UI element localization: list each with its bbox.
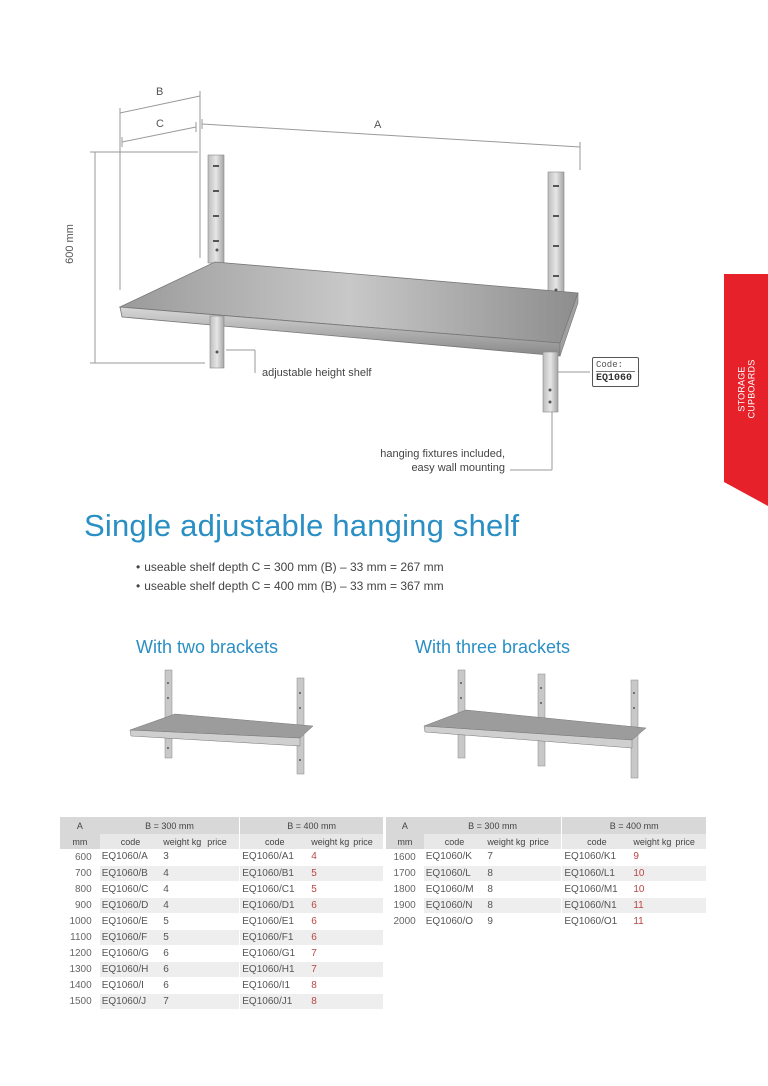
weight-400-cell: 8 (309, 993, 351, 1009)
price-300-cell (205, 881, 240, 897)
table-row (60, 881, 383, 897)
code-300-cell: EQ1060/E (100, 913, 162, 929)
weight-header: weight kg (631, 834, 673, 849)
price-300-cell (527, 913, 562, 929)
weight-300-cell: 4 (161, 881, 205, 897)
two-brackets-shelf-image (125, 668, 320, 778)
code-400-cell: EQ1060/C1 (240, 881, 310, 897)
side-tab-line2: CUPBOARDS (746, 359, 756, 419)
weight-400-cell: 5 (309, 865, 351, 881)
hanging-fixtures-line2: easy wall mounting (411, 462, 505, 474)
price-table-600-1500 (60, 817, 383, 1010)
length-cell: 2000 (386, 913, 424, 929)
adjustable-shelf-callout: adjustable height shelf (262, 367, 372, 379)
table-row (386, 865, 706, 881)
side-tab-line1: STORAGE (736, 366, 746, 412)
weight-400-cell: 6 (309, 929, 351, 945)
weight-400-cell: 8 (309, 977, 351, 993)
a-header: A (386, 817, 424, 834)
a-header: A (60, 817, 100, 834)
hanging-fixtures-line1: hanging fixtures included, (380, 448, 505, 460)
weight-300-cell: 6 (161, 945, 205, 961)
product-code-box (592, 357, 639, 387)
price-400-cell (351, 945, 383, 961)
price-400-cell (351, 897, 383, 913)
price-300-cell (205, 961, 240, 977)
table-row (60, 849, 383, 865)
table-row (60, 945, 383, 961)
b300-header: B = 300 mm (100, 817, 240, 834)
code-header: code (100, 834, 162, 849)
weight-300-cell: 7 (161, 993, 205, 1009)
weight-300-cell: 4 (161, 865, 205, 881)
price-400-cell (351, 865, 383, 881)
weight-400-cell: 10 (631, 881, 673, 897)
table-row (60, 977, 383, 993)
code-400-cell: EQ1060/B1 (240, 865, 310, 881)
length-cell: 1000 (60, 913, 100, 929)
code-400-cell: EQ1060/I1 (240, 977, 310, 993)
code-300-cell: EQ1060/B (100, 865, 162, 881)
weight-400-cell: 5 (309, 881, 351, 897)
price-400-cell (673, 913, 706, 929)
code-300-cell: EQ1060/D (100, 897, 162, 913)
weight-400-cell: 11 (631, 913, 673, 929)
price-table-1600-2000 (386, 817, 706, 930)
shelf-diagram (0, 0, 768, 500)
weight-300-cell: 8 (485, 881, 527, 897)
price-400-cell (673, 865, 706, 881)
price-300-cell (205, 993, 240, 1009)
code-400-cell: EQ1060/N1 (562, 897, 631, 913)
code-300-cell: EQ1060/C (100, 881, 162, 897)
code-label: Code: (596, 360, 635, 372)
b400-header: B = 400 mm (240, 817, 383, 834)
code-400-cell: EQ1060/M1 (562, 881, 631, 897)
depth-notes (136, 558, 444, 596)
weight-400-cell: 7 (309, 961, 351, 977)
length-cell: 600 (60, 849, 100, 865)
code-300-cell: EQ1060/H (100, 961, 162, 977)
code-400-cell: EQ1060/D1 (240, 897, 310, 913)
code-header: code (424, 834, 486, 849)
length-cell: 1400 (60, 977, 100, 993)
price-300-cell (527, 897, 562, 913)
table-row (60, 993, 383, 1009)
weight-300-cell: 5 (161, 913, 205, 929)
depth-note-400: • useable shelf depth C = 400 mm (B) – 33 mm = 367 mm (136, 577, 444, 596)
length-cell: 1800 (386, 881, 424, 897)
price-300-cell (527, 881, 562, 897)
price-400-cell (351, 977, 383, 993)
weight-300-cell: 4 (161, 897, 205, 913)
dimension-a-label: A (374, 119, 382, 131)
price-300-cell (205, 929, 240, 945)
price-400-cell (351, 881, 383, 897)
code-300-cell: EQ1060/O (424, 913, 486, 929)
price-300-cell (527, 849, 562, 865)
table-row (386, 849, 706, 865)
weight-300-cell: 6 (161, 977, 205, 993)
height-label: 600 mm (63, 224, 76, 264)
table-row (60, 897, 383, 913)
depth-note-300: • useable shelf depth C = 300 mm (B) – 33 mm = 267 mm (136, 558, 444, 577)
code-400-cell: EQ1060/E1 (240, 913, 310, 929)
length-cell: 1100 (60, 929, 100, 945)
price-400-cell (673, 897, 706, 913)
length-cell: 1200 (60, 945, 100, 961)
price-300-cell (205, 849, 240, 865)
length-cell: 700 (60, 865, 100, 881)
table-row (60, 961, 383, 977)
code-400-cell: EQ1060/H1 (240, 961, 310, 977)
price-400-cell (673, 881, 706, 897)
code-value: EQ1060 (596, 373, 633, 384)
price-300-cell (205, 897, 240, 913)
code-300-cell: EQ1060/I (100, 977, 162, 993)
length-cell: 800 (60, 881, 100, 897)
code-300-cell: EQ1060/J (100, 993, 162, 1009)
price-400-cell (351, 993, 383, 1009)
table-row (386, 881, 706, 897)
weight-300-cell: 7 (485, 849, 527, 865)
price-300-cell (527, 865, 562, 881)
code-400-cell: EQ1060/G1 (240, 945, 310, 961)
weight-400-cell: 10 (631, 865, 673, 881)
price-header: price (527, 834, 562, 849)
mm-header: mm (60, 834, 100, 849)
weight-300-cell: 3 (161, 849, 205, 865)
two-brackets-heading: With two brackets (136, 637, 279, 657)
three-brackets-heading: With three brackets (415, 637, 571, 657)
length-cell: 1900 (386, 897, 424, 913)
table-row (60, 913, 383, 929)
code-300-cell: EQ1060/K (424, 849, 486, 865)
mm-header: mm (386, 834, 424, 849)
weight-400-cell: 9 (631, 849, 673, 865)
code-400-cell: EQ1060/J1 (240, 993, 310, 1009)
weight-header: weight kg (485, 834, 527, 849)
code-300-cell: EQ1060/M (424, 881, 486, 897)
code-400-cell: EQ1060/F1 (240, 929, 310, 945)
code-header: code (240, 834, 310, 849)
weight-300-cell: 5 (161, 929, 205, 945)
price-300-cell (205, 945, 240, 961)
price-header: price (673, 834, 706, 849)
table-row (60, 929, 383, 945)
code-300-cell: EQ1060/A (100, 849, 162, 865)
price-400-cell (351, 961, 383, 977)
weight-400-cell: 7 (309, 945, 351, 961)
side-tab-label (736, 360, 756, 419)
weight-400-cell: 11 (631, 897, 673, 913)
weight-300-cell: 6 (161, 961, 205, 977)
page-title: Single adjustable hanging shelf (84, 508, 520, 543)
weight-400-cell: 4 (309, 849, 351, 865)
weight-300-cell: 8 (485, 865, 527, 881)
length-cell: 1700 (386, 865, 424, 881)
code-300-cell: EQ1060/L (424, 865, 486, 881)
price-400-cell (351, 929, 383, 945)
price-header: price (351, 834, 383, 849)
table-row (386, 913, 706, 929)
code-300-cell: EQ1060/N (424, 897, 486, 913)
code-400-cell: EQ1060/O1 (562, 913, 631, 929)
price-400-cell (351, 849, 383, 865)
weight-300-cell: 8 (485, 897, 527, 913)
code-300-cell: EQ1060/G (100, 945, 162, 961)
table-row (60, 865, 383, 881)
code-300-cell: EQ1060/F (100, 929, 162, 945)
dimension-b-label: B (156, 86, 164, 98)
length-cell: 900 (60, 897, 100, 913)
price-400-cell (351, 913, 383, 929)
price-300-cell (205, 977, 240, 993)
weight-300-cell: 9 (485, 913, 527, 929)
b300-header: B = 300 mm (424, 817, 562, 834)
price-300-cell (205, 865, 240, 881)
b400-header: B = 400 mm (562, 817, 706, 834)
weight-400-cell: 6 (309, 913, 351, 929)
code-400-cell: EQ1060/L1 (562, 865, 631, 881)
length-cell: 1600 (386, 849, 424, 865)
shelf-drawing (0, 0, 768, 500)
weight-400-cell: 6 (309, 897, 351, 913)
weight-header: weight kg (309, 834, 351, 849)
code-header: code (562, 834, 631, 849)
table-row (386, 897, 706, 913)
hanging-fixtures-callout (330, 447, 505, 475)
price-header: price (205, 834, 240, 849)
three-brackets-shelf-image (420, 668, 650, 783)
length-cell: 1500 (60, 993, 100, 1009)
price-400-cell (673, 849, 706, 865)
code-400-cell: EQ1060/K1 (562, 849, 631, 865)
dimension-c-label: C (156, 118, 164, 130)
section-side-tab[interactable] (724, 274, 768, 506)
code-400-cell: EQ1060/A1 (240, 849, 310, 865)
weight-header: weight kg (161, 834, 205, 849)
length-cell: 1300 (60, 961, 100, 977)
price-300-cell (205, 913, 240, 929)
